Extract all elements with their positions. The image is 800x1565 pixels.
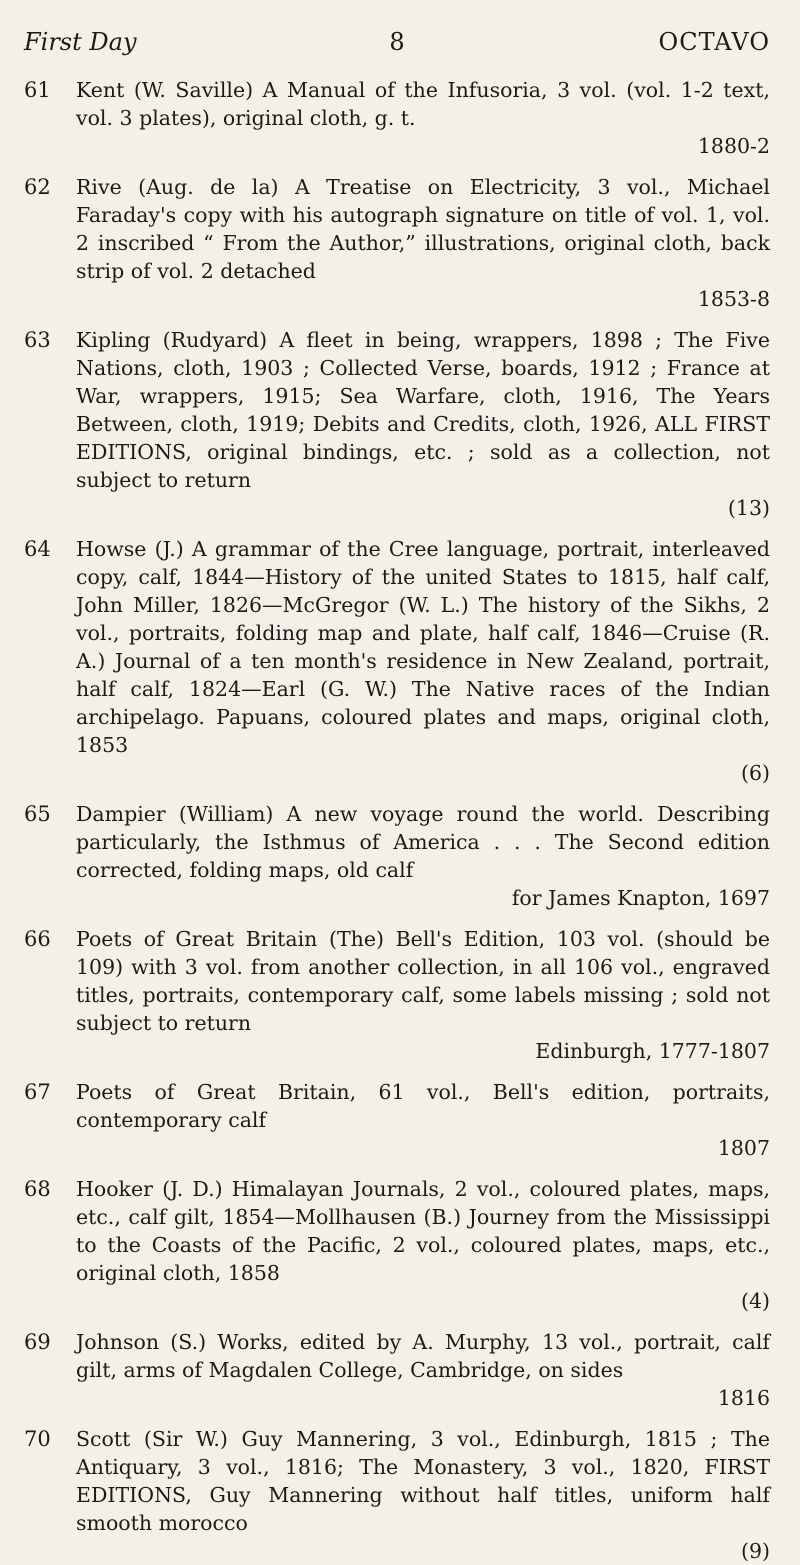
- lot-number: 62: [24, 175, 51, 199]
- lot-number: 68: [24, 1177, 51, 1201]
- lot-body: Poets of Great Britain (The) Bell's Edition, 103 vol. (should be 109) with 3 vol. from another collection, in all 106 vol., engraved titles, portraits, contemporary calf, some labels missing ; sold not subject to return: [76, 927, 770, 1035]
- lot-number: 70: [24, 1427, 51, 1451]
- lot-count: (13): [727, 496, 770, 520]
- lot-description: [76, 535, 770, 787]
- running-head: [24, 28, 770, 62]
- lot-body: Kipling (Rudyard) A fleet in being, wrappers, 1898 ; The Five Nations, cloth, 1903 ; Collected Verse, boards, 1912 ; France at War, wrappers, 1915; Sea Warfare, cloth, 1916, The Years Between, cloth, 1919; Debits and Credits, cloth, 1926, ALL FIRST EDITIONS, original bindings, etc. ; sold as a collection, not subject to return: [76, 328, 770, 492]
- lot-imprint: for James Knapton, 1697: [511, 886, 770, 910]
- lot-body: Kent (W. Saville) A Manual of the Infusoria, 3 vol. (vol. 1-2 text, vol. 3 plates), original cloth, g. t.: [76, 78, 770, 130]
- lot-number: 61: [24, 78, 51, 102]
- lot-date: 1816: [717, 1386, 770, 1410]
- lot-number: 66: [24, 927, 51, 951]
- lot-entry: [24, 800, 770, 912]
- lot-entry: [24, 76, 770, 160]
- lot-list: [24, 76, 770, 1565]
- lot-description: [76, 1175, 770, 1315]
- lot-number: 65: [24, 802, 51, 826]
- lot-number: 67: [24, 1080, 51, 1104]
- format-heading: OCTAVO: [658, 28, 770, 56]
- lot-entry: [24, 1328, 770, 1412]
- lot-description: [76, 76, 770, 160]
- page-number: 8: [389, 28, 405, 56]
- lot-entry: [24, 326, 770, 522]
- lot-entry: [24, 173, 770, 313]
- lot-description: [76, 326, 770, 522]
- lot-description: [76, 800, 770, 912]
- lot-description: [76, 925, 770, 1065]
- lot-imprint: Edinburgh, 1777-1807: [535, 1039, 770, 1063]
- lot-body: Rive (Aug. de la) A Treatise on Electricity, 3 vol., Michael Faraday's copy with his autograph signature on title of vol. 1, vol. 2 inscribed “ From the Author,” illustrations, original cloth, back strip of vol. 2 detached: [76, 175, 770, 283]
- lot-description: [76, 173, 770, 313]
- lot-body: Scott (Sir W.) Guy Mannering, 3 vol., Edinburgh, 1815 ; The Antiquary, 3 vol., 1816; The Monastery, 3 vol., 1820, FIRST EDITIONS, Guy Mannering without half titles, uniform half smooth morocco: [76, 1427, 770, 1535]
- lot-entry: [24, 1078, 770, 1162]
- lot-date: 1880-2: [697, 134, 770, 158]
- lot-entry: [24, 1175, 770, 1315]
- lot-body: Howse (J.) A grammar of the Cree language, portrait, interleaved copy, calf, 1844—History of the united States to 1815, half calf, John Miller, 1826—McGregor (W. L.) The history of the Sikhs, 2 vol., portraits, folding map and plate, half calf, 1846—Cruise (R. A.) Journal of a ten month's residence in New Zealand, portrait, half calf, 1824—Earl (G. W.) The Native races of the Indian archipelago. Papuans, coloured plates and maps, original cloth, 1853: [76, 537, 770, 757]
- lot-entry: [24, 1425, 770, 1565]
- lot-entry: [24, 925, 770, 1065]
- lot-description: [76, 1425, 770, 1565]
- lot-count: (4): [740, 1289, 770, 1313]
- lot-count: (6): [740, 761, 770, 785]
- lot-number: 63: [24, 328, 51, 352]
- lot-date: 1853-8: [697, 287, 770, 311]
- lot-entry: [24, 535, 770, 787]
- lot-count: (9): [740, 1539, 770, 1563]
- sale-day-heading: First Day: [24, 28, 137, 56]
- lot-number: 69: [24, 1330, 51, 1354]
- lot-body: Johnson (S.) Works, edited by A. Murphy, 13 vol., portrait, calf gilt, arms of Magdalen College, Cambridge, on sides: [76, 1330, 770, 1382]
- lot-body: Poets of Great Britain, 61 vol., Bell's edition, portraits, contemporary calf: [76, 1080, 770, 1132]
- lot-date: 1807: [717, 1136, 770, 1160]
- lot-description: [76, 1328, 770, 1412]
- lot-number: 64: [24, 537, 51, 561]
- lot-body: Dampier (William) A new voyage round the world. Describing particularly, the Isthmus of America . . . The Second edition corrected, folding maps, old calf: [76, 802, 770, 882]
- lot-body: Hooker (J. D.) Himalayan Journals, 2 vol., coloured plates, maps, etc., calf gilt, 1854—Mollhausen (B.) Journey from the Mississippi to the Coasts of the Pacific, 2 vol., coloured plates, maps, etc., original cloth, 1858: [76, 1177, 770, 1285]
- lot-description: [76, 1078, 770, 1162]
